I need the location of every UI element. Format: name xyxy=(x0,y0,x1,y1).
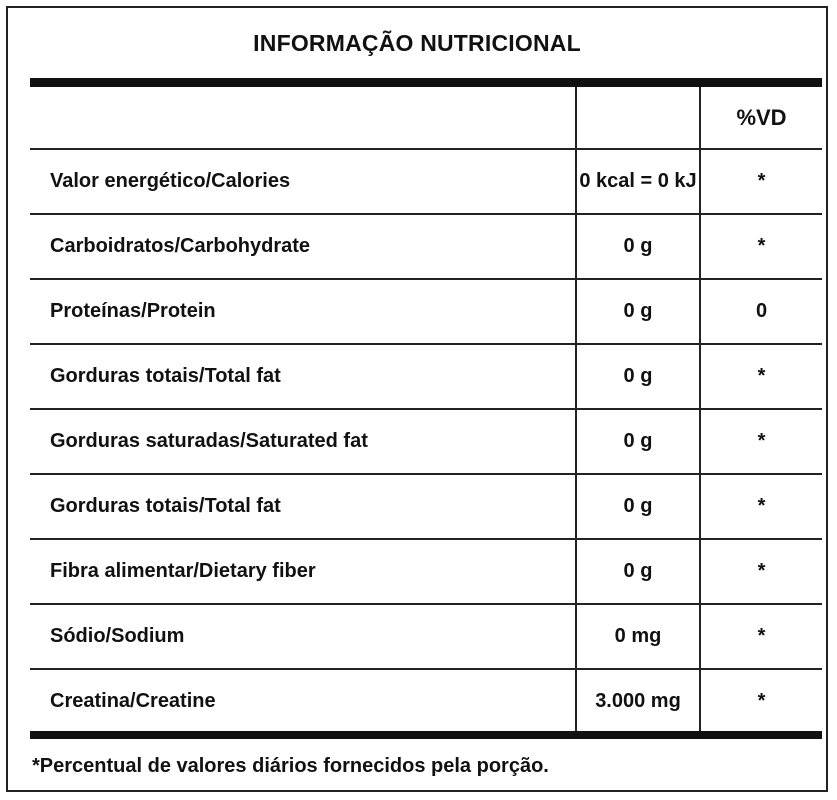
nutrient-vd: * xyxy=(700,604,822,669)
table-row xyxy=(30,539,822,604)
footnote: *Percentual de valores diários fornecidos pela porção. xyxy=(32,755,549,777)
header-vd-cell: %VD xyxy=(736,104,787,130)
nutrient-vd: 0 xyxy=(700,279,822,344)
table-row xyxy=(30,214,822,279)
table-row xyxy=(30,344,822,409)
nutrient-name: Gorduras saturadas/Saturated fat xyxy=(30,409,576,474)
table-row xyxy=(30,149,822,214)
header-nutrient-cell xyxy=(30,87,576,149)
nutrient-name: Creatina/Creatine xyxy=(30,669,576,733)
nutrient-vd: * xyxy=(700,149,822,214)
nutrient-vd: * xyxy=(700,344,822,409)
table-header-row xyxy=(30,87,822,149)
nutrient-amount: 0 g xyxy=(576,539,700,604)
header-amount-cell xyxy=(576,87,700,149)
top-thick-rule xyxy=(30,78,822,87)
nutrient-name: Valor energético/Calories xyxy=(30,149,576,214)
nutrient-vd: * xyxy=(700,214,822,279)
nutrient-amount: 3.000 mg xyxy=(576,669,700,733)
nutrition-table xyxy=(30,87,822,733)
nutrient-vd: * xyxy=(700,669,822,733)
table-row xyxy=(30,409,822,474)
nutrient-name: Proteínas/Protein xyxy=(30,279,576,344)
panel-title: INFORMAÇÃO NUTRICIONAL xyxy=(253,30,581,56)
nutrient-name: Carboidratos/Carbohydrate xyxy=(30,214,576,279)
nutrient-amount: 0 g xyxy=(576,214,700,279)
nutrient-name: Sódio/Sodium xyxy=(30,604,576,669)
nutrient-amount: 0 g xyxy=(576,409,700,474)
nutrient-vd: * xyxy=(700,474,822,539)
nutrient-amount: 0 g xyxy=(576,344,700,409)
nutrient-vd: * xyxy=(700,539,822,604)
nutrient-amount: 0 kcal = 0 kJ xyxy=(576,149,700,214)
table-row xyxy=(30,279,822,344)
nutrient-vd: * xyxy=(700,409,822,474)
nutrient-amount: 0 g xyxy=(576,279,700,344)
nutrition-facts-panel xyxy=(6,6,828,792)
nutrient-name: Gorduras totais/Total fat xyxy=(30,474,576,539)
nutrient-name: Gorduras totais/Total fat xyxy=(30,344,576,409)
table-row xyxy=(30,474,822,539)
nutrient-amount: 0 g xyxy=(576,474,700,539)
bottom-thick-rule xyxy=(30,731,822,739)
table-row xyxy=(30,669,822,733)
table-row xyxy=(30,604,822,669)
nutrient-name: Fibra alimentar/Dietary fiber xyxy=(30,539,576,604)
nutrient-amount: 0 mg xyxy=(576,604,700,669)
